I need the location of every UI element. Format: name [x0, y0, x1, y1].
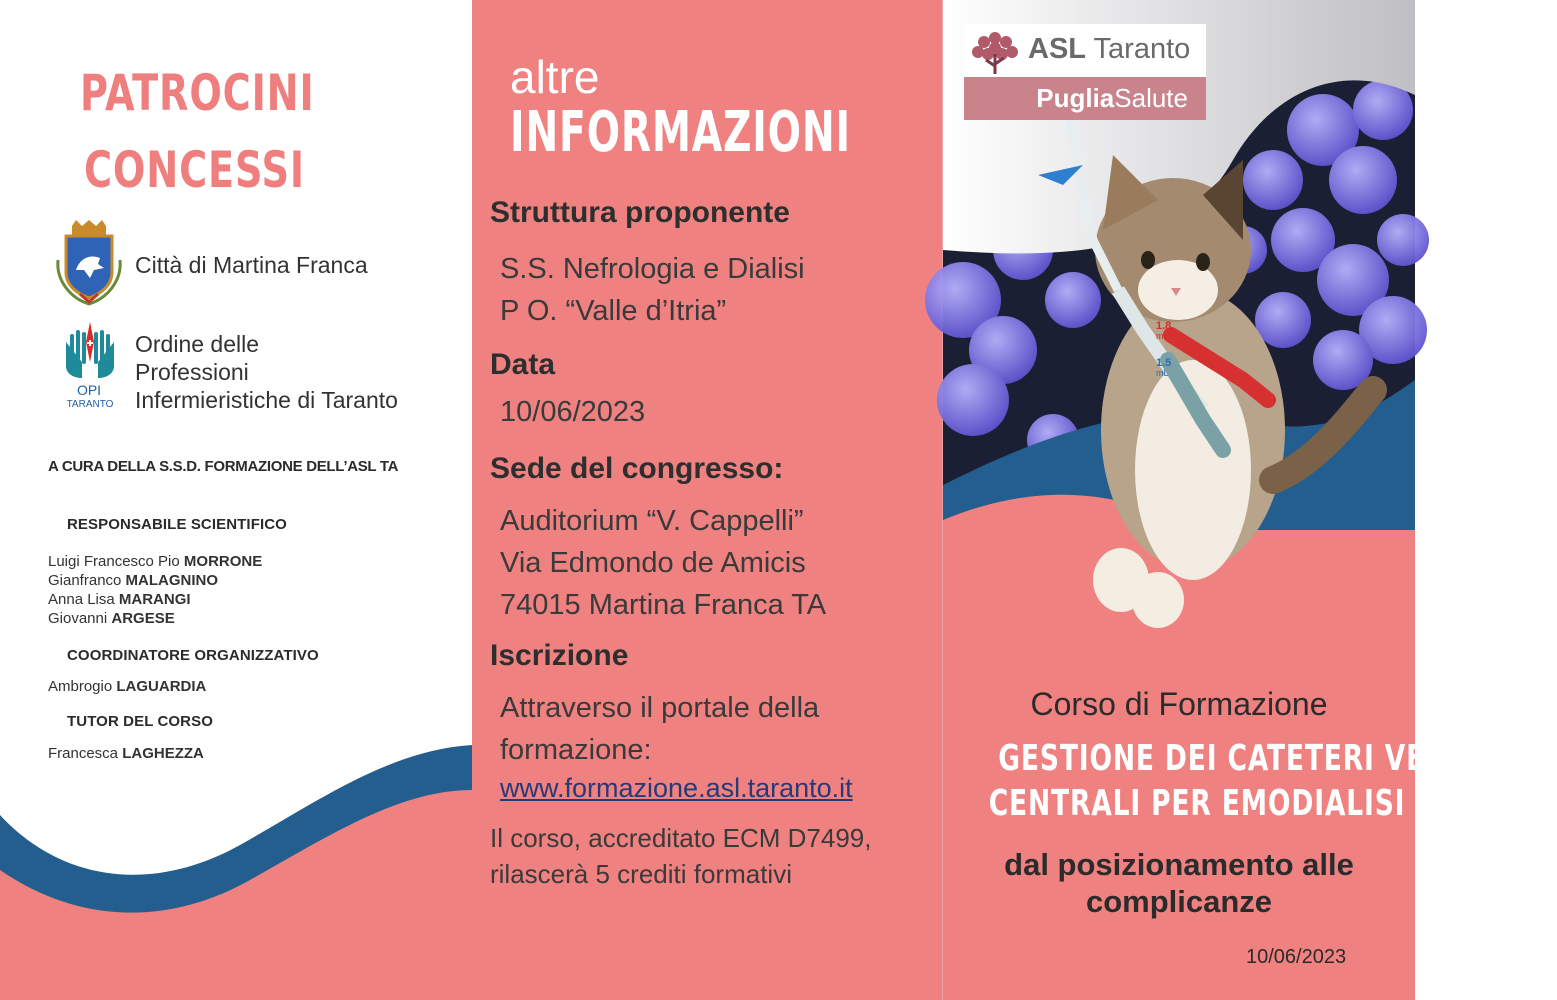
course-subtitle [943, 846, 1415, 920]
asl-logo-text: ASL Taranto [1028, 33, 1191, 65]
course-subtitle-line-2: complicanze [1085, 884, 1273, 919]
list-item: Anna Lisa MARANGI [48, 591, 191, 608]
iscrizione-heading: Iscrizione [490, 639, 629, 672]
patrocini-panel [0, 0, 472, 1000]
asl-tree-icon [966, 26, 1024, 76]
ecm-note [490, 820, 872, 892]
asl-logo [964, 24, 1206, 77]
a-cura-heading: A CURA DELLA S.S.D. FORMAZIONE DELL’ASL TA [48, 458, 399, 475]
sede-heading: Sede del congresso: [490, 452, 784, 485]
syringe-label-2: 1.5 [1156, 357, 1172, 369]
data-heading: Data [490, 348, 556, 381]
martina-franca-crest-icon [54, 220, 124, 306]
course-title [943, 736, 1503, 826]
struttura-line: S.S. Nefrologia e Dialisi [500, 253, 805, 285]
ecm-line: rilascerà 5 crediti formativi [490, 859, 792, 889]
formazione-portal-link[interactable]: www.formazione.asl.taranto.it [500, 773, 853, 803]
coordinatore-heading: COORDINATORE ORGANIZZATIVO [67, 647, 319, 664]
iscrizione-line: Attraverso il portale della [500, 692, 820, 724]
syringe-unit-2: mL [1156, 368, 1169, 378]
sede-line: Auditorium “V. Cappelli” [500, 505, 804, 537]
tutor-heading: TUTOR DEL CORSO [67, 713, 213, 730]
altre-label: altre [510, 51, 600, 103]
informazioni-title: INFORMAZIONI [510, 100, 851, 165]
course-title-line-1: GESTIONE DEI CATETERI VENOSI [998, 738, 1503, 779]
cover-panel [942, 0, 1503, 1000]
course-label: Corso di Formazione [1030, 686, 1328, 722]
struttura-text [500, 248, 805, 332]
data-value: 10/06/2023 [500, 396, 646, 428]
sponsor-opi-line: Professioni [135, 359, 249, 385]
responsabile-heading: RESPONSABILE SCIENTIFICO [67, 516, 287, 533]
iscrizione-text [500, 687, 819, 771]
sponsor-opi [135, 330, 398, 414]
patrocini-title-line-2: CONCESSI [84, 141, 305, 199]
opi-logo-subtext: TARANTO [66, 399, 114, 410]
course-subtitle-line-1: dal posizionamento alle [1004, 847, 1354, 882]
struttura-heading: Struttura proponente [490, 196, 790, 229]
syringe-label-1: 1.8 [1156, 320, 1172, 332]
opi-hands-icon [60, 322, 120, 382]
opi-logo-text: OPI [76, 382, 102, 398]
sponsor-opi-line: Infermieristiche di Taranto [135, 387, 398, 413]
sede-line: 74015 Martina Franca TA [500, 589, 827, 621]
informazioni-panel [472, 0, 942, 1000]
sede-text [500, 500, 826, 626]
ecm-line: Il corso, accreditato ECM D7499, [490, 823, 872, 853]
list-item: Luigi Francesco Pio MORRONE [48, 553, 263, 570]
list-item: Giovanni ARGESE [48, 610, 175, 627]
syringe-unit-1: mL [1156, 331, 1169, 341]
sponsor-martina-franca: Città di Martina Franca [135, 252, 368, 278]
list-item: Gianfranco MALAGNINO [48, 572, 219, 589]
responsabili-list [48, 552, 262, 628]
coordinatore-name: Ambrogio LAGUARDIA [48, 678, 207, 695]
struttura-line: P O. “Valle d’Itria” [500, 295, 727, 327]
puglia-salute-logo: PugliaSalute [964, 77, 1206, 120]
sponsor-opi-line: Ordine delle [135, 331, 260, 357]
course-date: 10/06/2023 [1246, 946, 1347, 968]
course-title-line-2: CENTRALI PER EMODIALISI [988, 783, 1406, 824]
tutor-name: Francesca LAGHEZZA [48, 745, 204, 762]
sede-line: Via Edmondo de Amicis [500, 547, 806, 579]
iscrizione-line: formazione: [500, 734, 652, 766]
patrocini-title-line-1: PATROCINI [80, 64, 315, 122]
